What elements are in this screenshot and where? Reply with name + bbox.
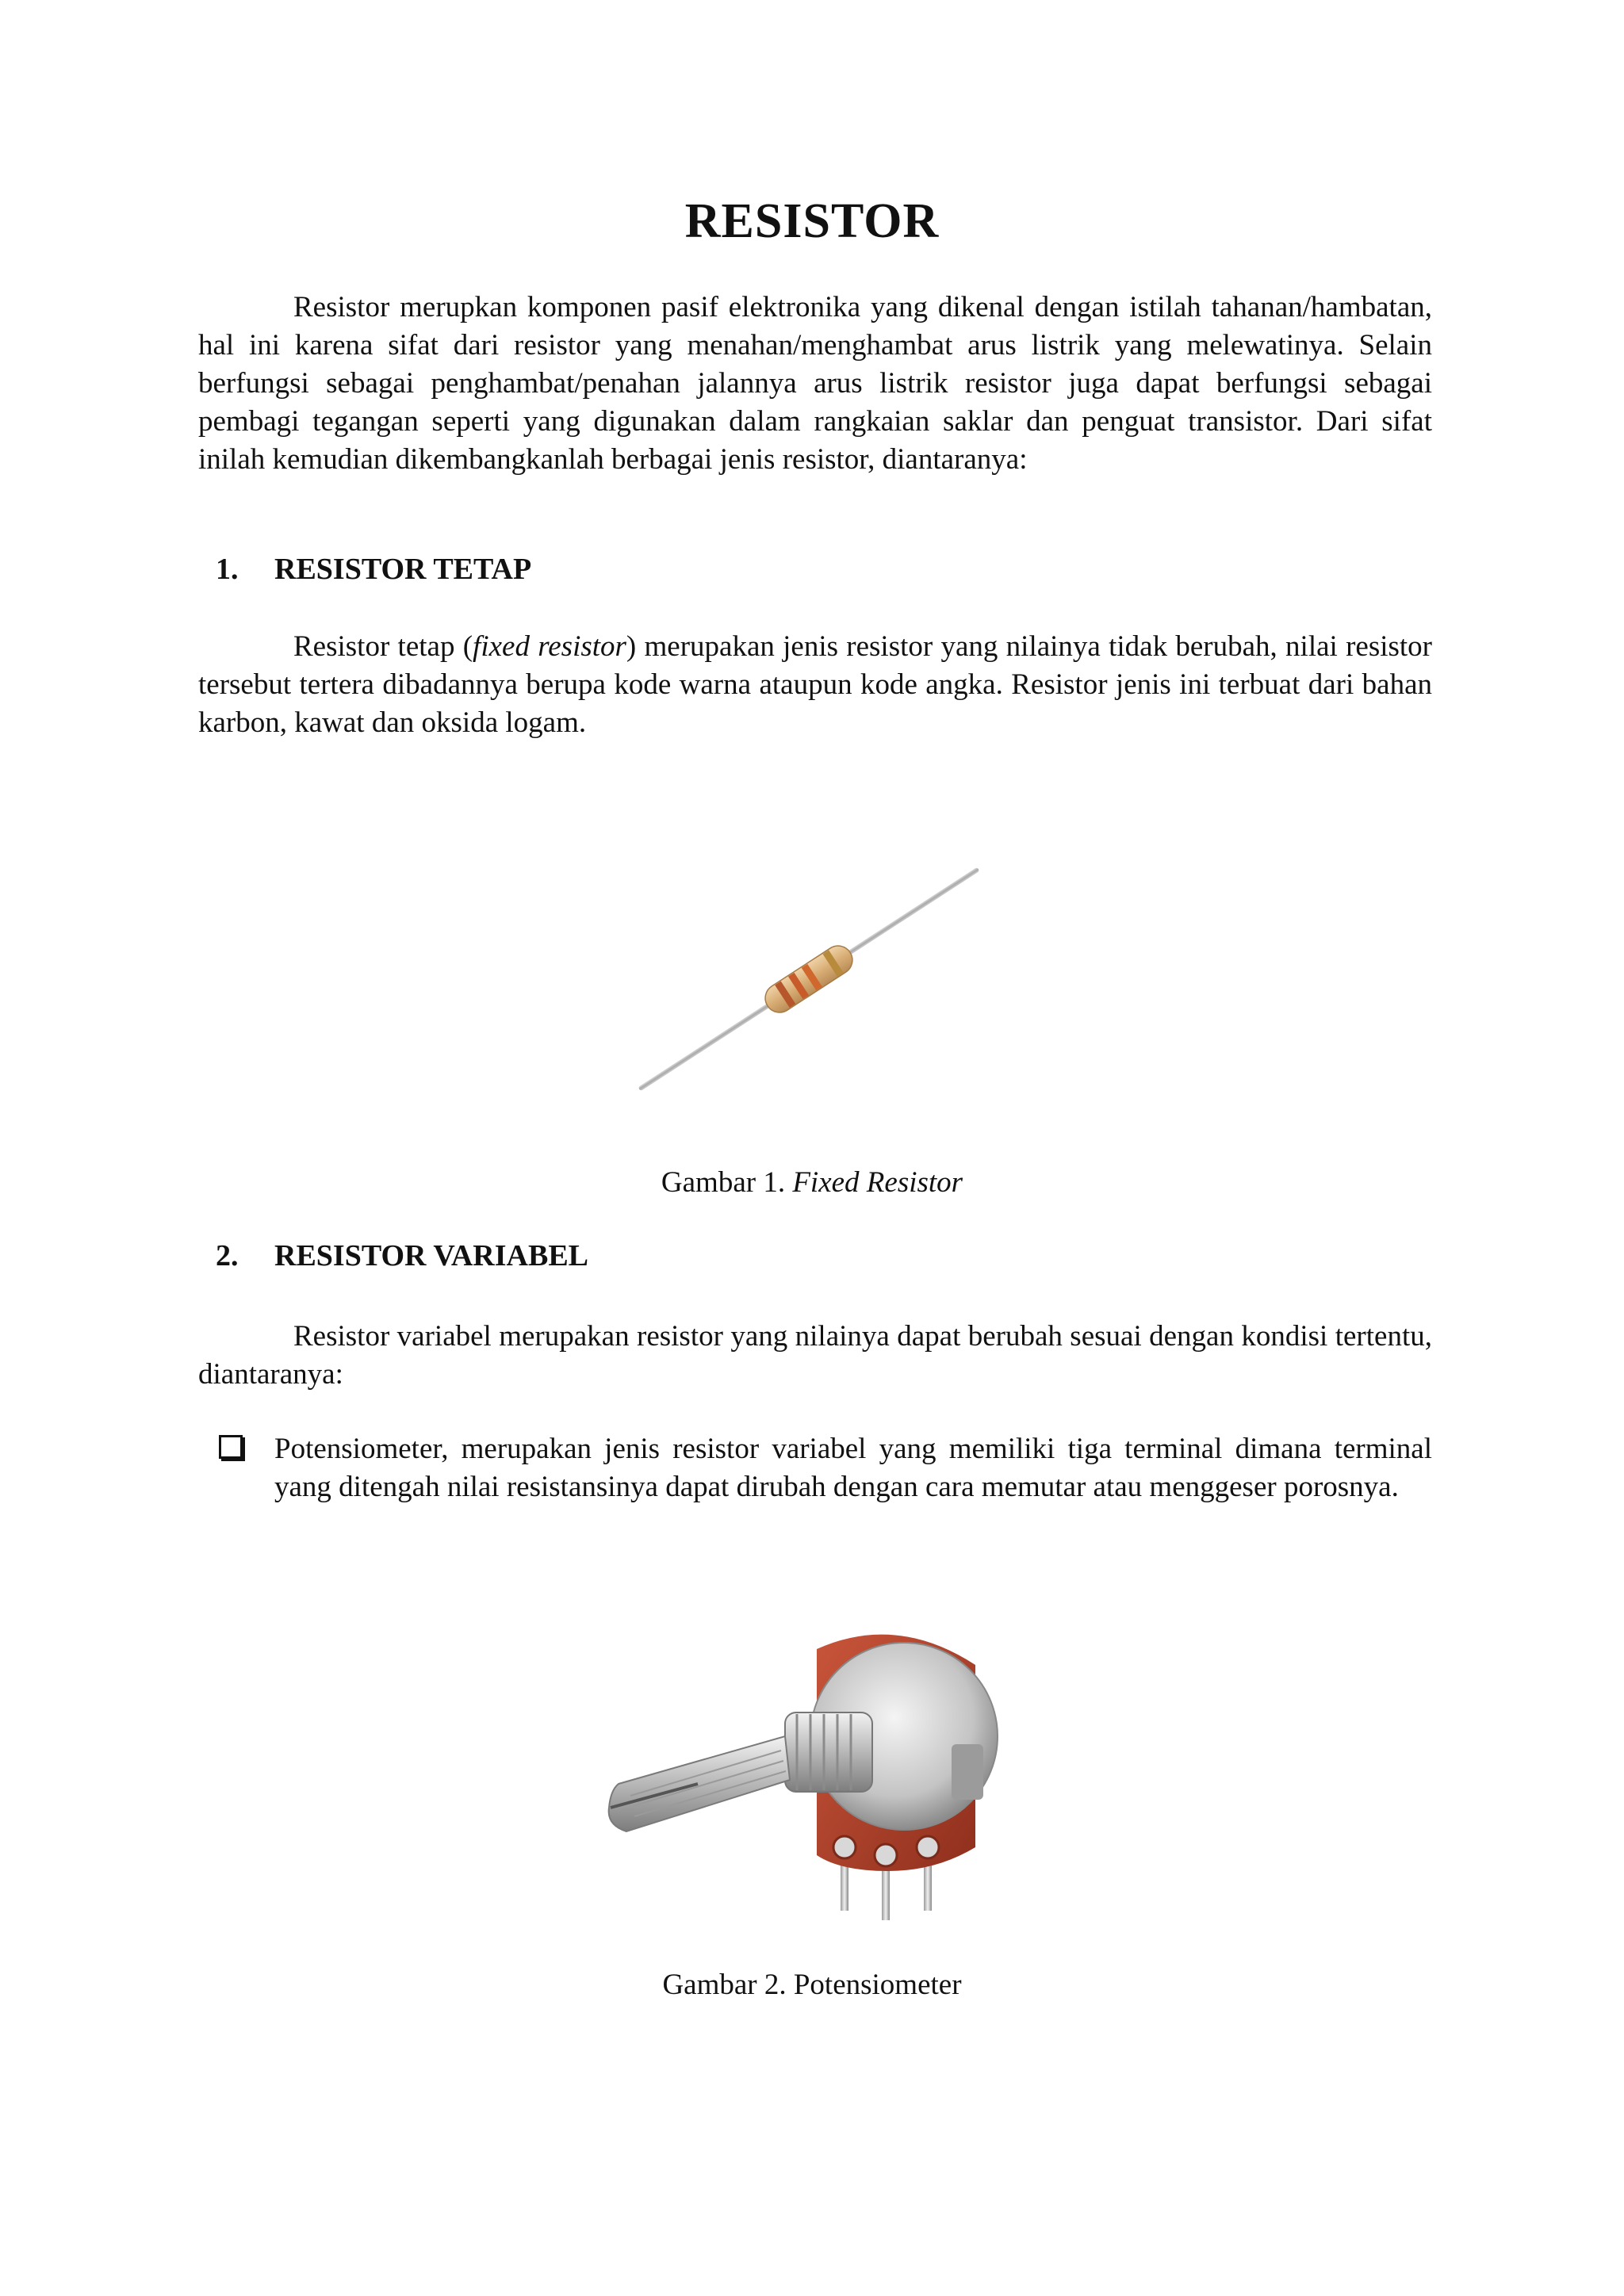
section-1-text-italic: fixed resistor <box>473 630 626 663</box>
section-1-title: RESISTOR TETAP <box>274 553 532 586</box>
fixed-resistor-image <box>611 856 1007 1102</box>
section-2-heading <box>216 1238 588 1273</box>
section-2-number: 2. <box>216 1239 239 1272</box>
page-title: RESISTOR <box>684 194 940 248</box>
bullet-text: Potensiometer, merupakan jenis resistor variabel yang memiliki tiga terminal dimana terminal yang ditengah nilai resistansinya dapat dirubah dengan cara memutar atau menggeser porosnya. <box>274 1433 1432 1503</box>
section-2-paragraph <box>198 1318 1432 1394</box>
section-2-title: RESISTOR VARIABEL <box>274 1239 589 1272</box>
section-1-number: 1. <box>216 553 239 586</box>
section-1-text-a: Resistor tetap ( <box>293 630 473 663</box>
section-1-paragraph <box>198 628 1432 742</box>
checkbox-bullet-icon <box>219 1435 243 1459</box>
section-2-text: Resistor variabel merupakan resistor yang nilainya dapat berubah sesuai dengan kondisi tertentu, diantaranya: <box>198 1320 1432 1391</box>
potentiometer-image <box>603 1617 1031 1934</box>
figure-1-caption <box>0 1165 1624 1200</box>
intro-paragraph <box>198 289 1432 479</box>
figure-1-caption-label: Gambar 1. <box>661 1166 786 1199</box>
figure-2-caption: Gambar 2. Potensiometer <box>662 1969 962 2001</box>
section-1-text-b: ) merupakan jenis resistor yang nilainya tidak berubah, nilai resistor tersebut tertera dibadannya berupa kode warna ataupun kode angka. Resistor jenis ini terbuat dari bahan karbon, kawat dan oksida logam. <box>198 630 1432 739</box>
figure-1-caption-italic: Fixed Resistor <box>792 1166 963 1199</box>
intro-text: Resistor merupkan komponen pasif elektronika yang dikenal dengan istilah tahanan/hambatan, hal ini karena sifat dari resistor yang menahan/menghambat arus listrik yang melewatinya. Selain berfungsi sebagai penghambat/penahan jalannya arus listrik resistor juga dapat berfungsi sebagai pembagi tegangan seperti yang digunakan dalam rangkaian saklar dan penguat transistor. Dari sifat inilah kemudian dikembangkanlah berbagai jenis resistor, diantaranya: <box>198 291 1432 476</box>
section-1-heading <box>216 552 531 587</box>
